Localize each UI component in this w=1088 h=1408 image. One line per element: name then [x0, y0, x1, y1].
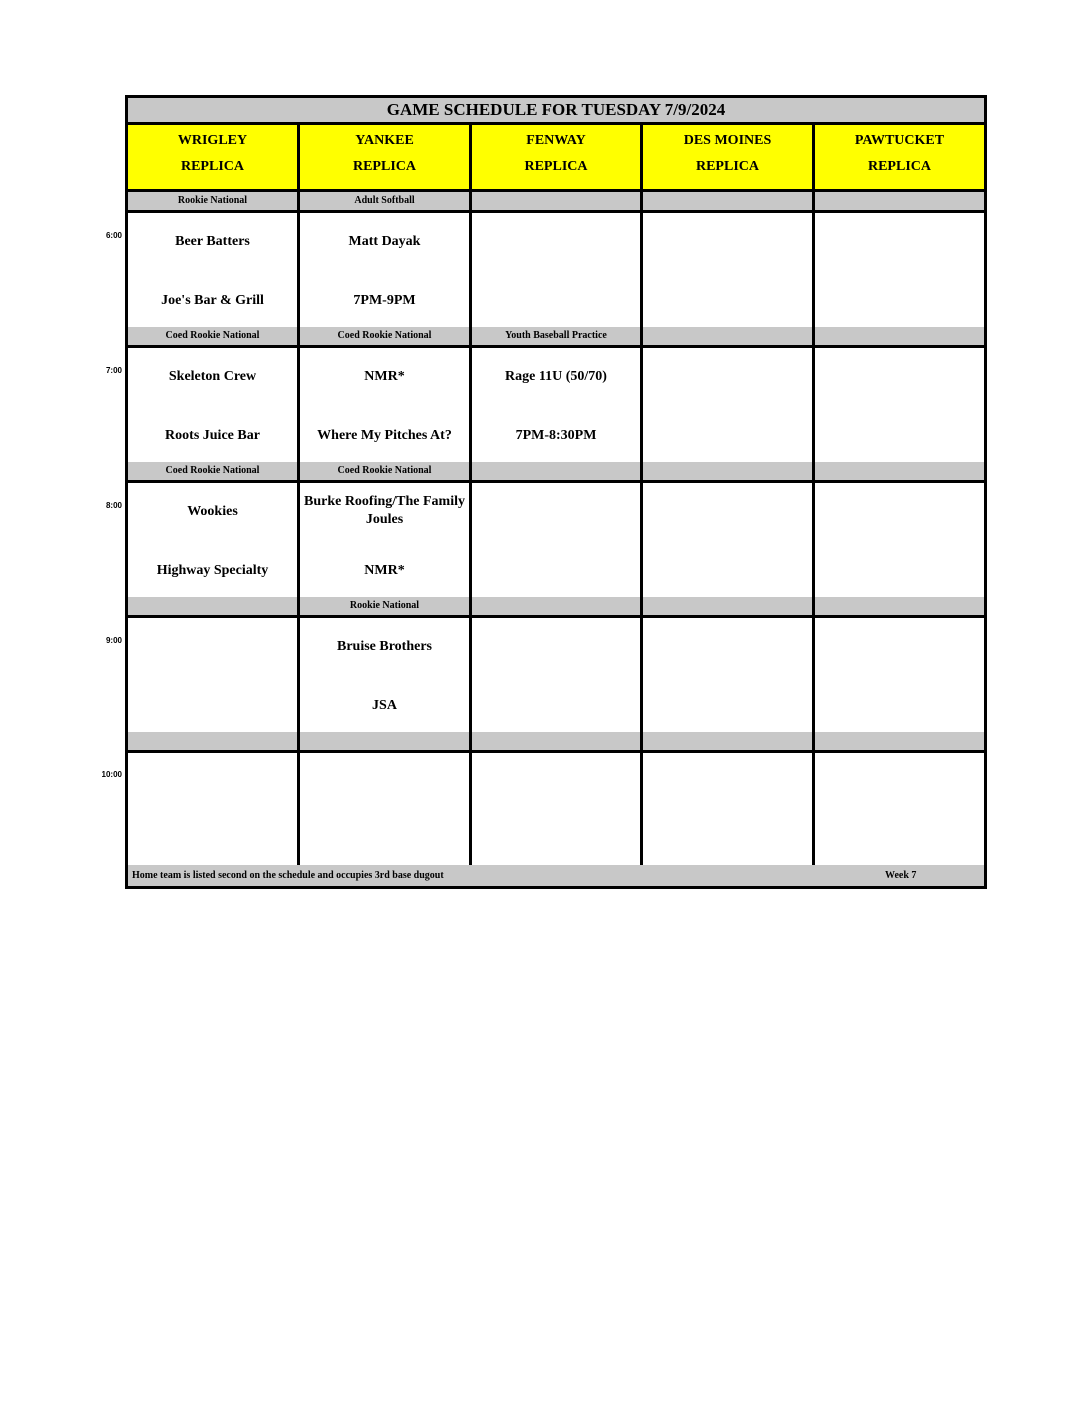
time-label: 10:00: [101, 770, 122, 779]
game-cell-des-moines: [643, 753, 815, 870]
game-cell-yankee: [300, 753, 472, 870]
game-cell-pawtucket: [815, 618, 984, 735]
field-header-des-moines: [643, 125, 815, 192]
league-label-wrigley: [128, 597, 300, 618]
field-header-wrigley: [128, 125, 300, 192]
field-header-fenway: [472, 125, 643, 192]
league-label-fenway: [472, 732, 643, 753]
field-name: WRIGLEY: [177, 133, 248, 148]
game-cell-yankee: [300, 483, 472, 600]
home-team: NMR*: [364, 563, 405, 578]
time-label: 9:00: [105, 636, 122, 645]
game-cell-fenway: [472, 348, 643, 465]
game-cell-des-moines: [643, 213, 815, 330]
home-team: 7PM-9PM: [353, 293, 416, 308]
field-header-pawtucket: [815, 125, 984, 192]
game-cell-pawtucket: [815, 483, 984, 600]
schedule-table: [125, 95, 987, 889]
home-team: Roots Juice Bar: [165, 428, 260, 443]
league-label-pawtucket: [815, 597, 984, 618]
game-cell-yankee: [300, 348, 472, 465]
league-label-pawtucket: [815, 192, 984, 213]
league-label-yankee: Rookie National: [300, 597, 472, 618]
home-team-note: Home team is listed second on the schedule and occupies 3rd base dugout: [132, 870, 444, 881]
game-cell-des-moines: [643, 483, 815, 600]
game-cell-pawtucket: [815, 753, 984, 870]
week-label: Week 7: [885, 870, 917, 881]
game-cell-wrigley: [128, 618, 300, 735]
schedule-footer: [128, 865, 984, 886]
game-cell-pawtucket: [815, 213, 984, 330]
home-team: Where My Pitches At?: [317, 428, 452, 443]
league-label-des-moines: [643, 732, 815, 753]
home-team: 7PM-8:30PM: [515, 428, 597, 443]
time-label: 8:00: [105, 501, 122, 510]
game-cell-des-moines: [643, 348, 815, 465]
away-team: Bruise Brothers: [336, 639, 432, 654]
league-label-fenway: [472, 597, 643, 618]
league-label-yankee: Coed Rookie National: [300, 327, 472, 348]
field-name: FENWAY: [526, 133, 586, 148]
field-subtitle: REPLICA: [524, 159, 588, 174]
league-label-wrigley: Rookie National: [128, 192, 300, 213]
game-cell-fenway: [472, 753, 643, 870]
away-team: Rage 11U (50/70): [505, 369, 607, 384]
league-label-fenway: Youth Baseball Practice: [472, 327, 643, 348]
league-label-pawtucket: [815, 327, 984, 348]
league-label-yankee: [300, 732, 472, 753]
league-label-wrigley: [128, 732, 300, 753]
away-team: Beer Batters: [175, 234, 250, 249]
game-cell-wrigley: [128, 483, 300, 600]
time-label: 7:00: [105, 366, 122, 375]
league-label-pawtucket: [815, 462, 984, 483]
game-cell-yankee: [300, 213, 472, 330]
league-label-pawtucket: [815, 732, 984, 753]
league-label-wrigley: Coed Rookie National: [128, 327, 300, 348]
field-header-yankee: [300, 125, 472, 192]
away-team: Wookies: [187, 504, 238, 519]
away-team: Matt Dayak: [348, 234, 421, 249]
away-team: Burke Roofing/The Family Joules: [303, 494, 465, 527]
home-team: Joe's Bar & Grill: [161, 293, 264, 308]
field-subtitle: REPLICA: [867, 159, 931, 174]
field-subtitle: REPLICA: [352, 159, 416, 174]
time-label: 6:00: [105, 231, 122, 240]
league-label-wrigley: Coed Rookie National: [128, 462, 300, 483]
away-team: Skeleton Crew: [168, 369, 257, 384]
field-header-row: [128, 125, 984, 192]
league-label-des-moines: [643, 462, 815, 483]
home-team: Highway Specialty: [156, 563, 269, 578]
field-subtitle: REPLICA: [180, 159, 244, 174]
game-cell-yankee: [300, 618, 472, 735]
game-cell-wrigley: [128, 213, 300, 330]
field-name: DES MOINES: [683, 133, 772, 148]
field-name: YANKEE: [355, 133, 414, 148]
game-cell-wrigley: [128, 348, 300, 465]
home-team: JSA: [372, 698, 397, 713]
field-subtitle: REPLICA: [695, 159, 759, 174]
league-label-yankee: Adult Softball: [300, 192, 472, 213]
league-label-des-moines: [643, 192, 815, 213]
game-cell-pawtucket: [815, 348, 984, 465]
field-name: PAWTUCKET: [854, 133, 945, 148]
game-cell-fenway: [472, 213, 643, 330]
away-team: NMR*: [364, 369, 405, 384]
game-cell-fenway: [472, 618, 643, 735]
game-cell-wrigley: [128, 753, 300, 870]
game-cell-fenway: [472, 483, 643, 600]
league-label-des-moines: [643, 597, 815, 618]
league-label-yankee: Coed Rookie National: [300, 462, 472, 483]
league-label-fenway: [472, 462, 643, 483]
league-label-des-moines: [643, 327, 815, 348]
schedule-title: GAME SCHEDULE FOR TUESDAY 7/9/2024: [128, 98, 984, 125]
game-cell-des-moines: [643, 618, 815, 735]
league-label-fenway: [472, 192, 643, 213]
